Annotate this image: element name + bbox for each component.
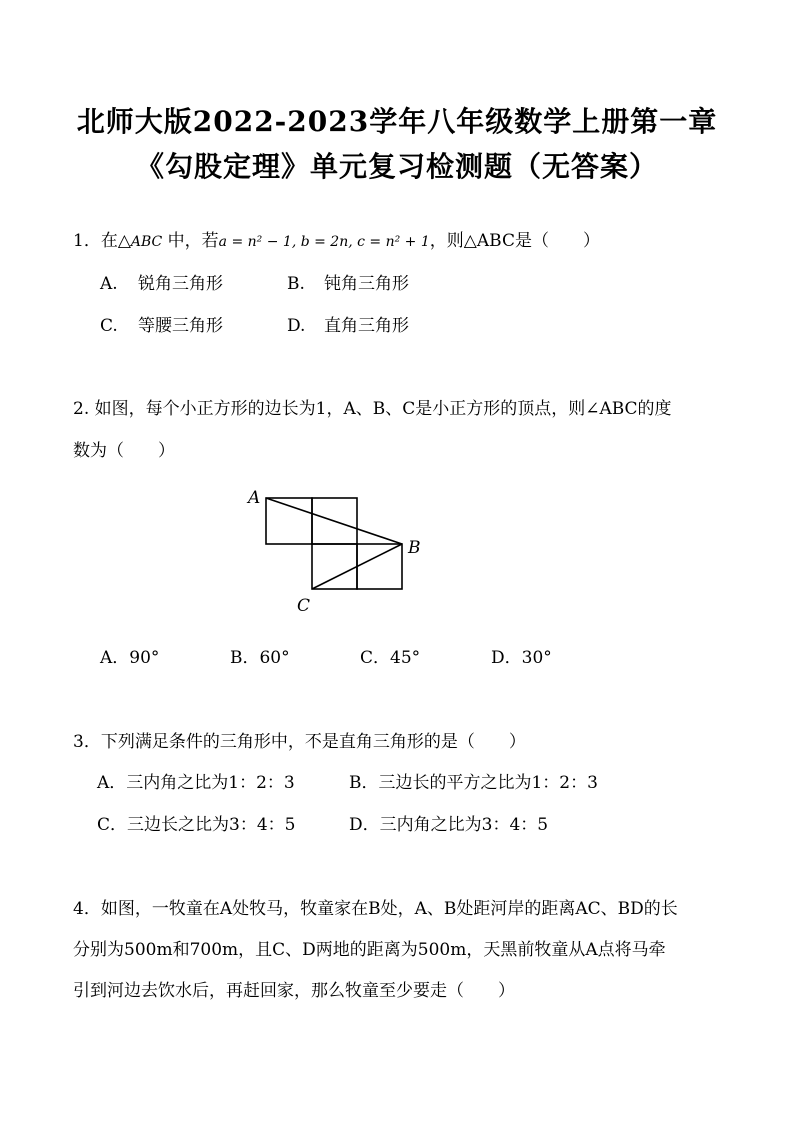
question-4-line-3: 引到河边去饮水后，再赶回家，那么牧童至少要走（ ） <box>73 981 515 1001</box>
q1-triangle: ABC <box>130 234 163 250</box>
q3-option-c: C．三边长之比为3：4：5 <box>97 815 296 835</box>
grid-angle-figure <box>240 480 440 620</box>
point-c-label: C <box>297 596 311 616</box>
q1-option-d-text: 直角三角形 <box>324 316 409 336</box>
title-line-2: 《勾股定理》单元复习检测题（无答案） <box>135 150 658 183</box>
grid-square-bottom-left <box>312 544 357 589</box>
q1-option-a <box>100 274 223 294</box>
point-a-label: A <box>248 488 261 508</box>
q3-option-b: B．三边长的平方之比为1：2：3 <box>349 773 598 793</box>
q1-option-c-text: 等腰三角形 <box>138 316 223 336</box>
q1-option-b-text: 钝角三角形 <box>324 274 409 294</box>
q1-option-c <box>100 316 223 336</box>
q1-option-d <box>287 316 409 336</box>
title-line-1: 北师大版2022-2023学年八年级数学上册第一章 <box>76 105 718 138</box>
q2-option-a: A．90° <box>100 648 160 668</box>
q3-option-a: A．三内角之比为1：2：3 <box>97 773 295 793</box>
q1-option-c-letter: C. <box>100 316 118 336</box>
q1-option-a-letter: A. <box>100 274 118 294</box>
question-3-stem: 3．下列满足条件的三角形中，不是直角三角形的是（ ） <box>73 732 526 752</box>
q1-option-b <box>287 274 409 294</box>
question-4-line-1: 4．如图，一牧童在A处牧马，牧童家在B处，A、B处距河岸的距离AC、BD的长 <box>73 899 678 919</box>
q2-option-d: D．30° <box>491 648 552 668</box>
q1-option-b-letter: B. <box>287 274 305 294</box>
q1-option-a-text: 锐角三角形 <box>138 274 223 294</box>
question-2-stem-line-2: 数为（ ） <box>73 441 175 461</box>
grid-square-bottom-right <box>357 544 402 589</box>
question-2-stem-line-1: 2. 如图，每个小正方形的边长为1，A、B、C是小正方形的顶点，则∠ABC的度 <box>73 399 672 419</box>
q1-mid: 中，若 <box>162 231 219 251</box>
question-4-line-2: 分别为500m和700m，且C、D两地的距离为500m，天黑前牧童从A点将马牵 <box>73 940 666 960</box>
point-b-label: B <box>408 538 421 558</box>
q3-option-d: D．三内角之比为3：4：5 <box>349 815 549 835</box>
q1-suffix: ，则△ABC是（ ） <box>429 231 600 251</box>
q1-option-d-letter: D. <box>287 316 306 336</box>
q1-formula: a = n² − 1, b = 2n, c = n² + 1 <box>218 234 430 250</box>
question-1-stem <box>73 233 600 250</box>
q1-prefix: 1．在△ <box>73 231 131 251</box>
segment-ab <box>266 498 402 544</box>
grid-square-top-left <box>266 498 312 544</box>
q2-option-c: C．45° <box>360 648 421 668</box>
q2-option-b: B．60° <box>230 648 290 668</box>
